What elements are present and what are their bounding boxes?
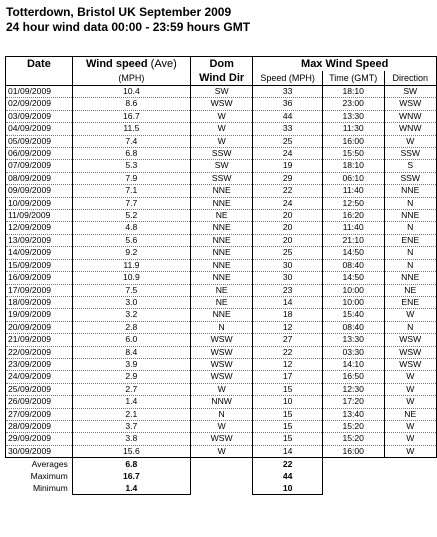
summary-max-value: 10 (253, 482, 323, 495)
report-subtitle: 24 hour wind data 00:00 - 23:59 hours GMT (6, 20, 251, 34)
table-row (6, 135, 437, 147)
summary-max-value: 44 (253, 470, 323, 482)
dom-wind-dir-cell: NNE (190, 197, 252, 209)
dom-wind-dir-cell: NNE (190, 259, 252, 271)
max-time-cell: 15:20 (322, 433, 384, 445)
dom-wind-dir-cell: NE (190, 210, 252, 222)
table-row (6, 346, 437, 358)
summary-spacer (384, 482, 437, 495)
date-cell: 08/09/2009 (6, 172, 73, 184)
dom-wind-dir-cell: WSW (190, 371, 252, 383)
date-cell: 13/09/2009 (6, 234, 73, 246)
dom-wind-dir-cell: SW (190, 86, 252, 98)
dom-wind-dir-cell: WSW (190, 334, 252, 346)
summary-ave-value: 1.4 (72, 482, 190, 495)
max-speed-cell: 33 (253, 123, 323, 135)
summary-spacer (384, 458, 437, 471)
date-cell: 23/09/2009 (6, 358, 73, 370)
max-time-cell: 18:10 (322, 160, 384, 172)
date-cell: 20/09/2009 (6, 321, 73, 333)
header-row-1 (6, 57, 437, 72)
date-cell: 30/09/2009 (6, 445, 73, 457)
date-cell: 27/09/2009 (6, 408, 73, 420)
wind-data-table (5, 56, 437, 495)
max-speed-cell: 24 (253, 197, 323, 209)
table-row (6, 420, 437, 432)
time-gmt-header: Time (GMT) (322, 71, 384, 86)
dom-wind-dir-cell: NNE (190, 309, 252, 321)
max-direction-cell: N (384, 247, 437, 259)
summary-row (6, 482, 437, 495)
max-time-cell: 17:20 (322, 396, 384, 408)
max-time-cell: 13:30 (322, 110, 384, 122)
table-row (6, 210, 437, 222)
max-direction-cell: W (384, 371, 437, 383)
max-direction-cell: WNW (384, 123, 437, 135)
table-row (6, 123, 437, 135)
max-speed-cell: 22 (253, 185, 323, 197)
max-time-cell: 15:40 (322, 309, 384, 321)
max-time-cell: 23:00 (322, 98, 384, 110)
table-row (6, 309, 437, 321)
table-row (6, 433, 437, 445)
dom-wind-dir-cell: NE (190, 296, 252, 308)
max-time-cell: 18:10 (322, 86, 384, 98)
max-direction-cell: WSW (384, 358, 437, 370)
max-direction-cell: ENE (384, 234, 437, 246)
date-cell: 26/09/2009 (6, 396, 73, 408)
wind-speed-cell: 5.6 (72, 234, 190, 246)
max-direction-cell: NNE (384, 272, 437, 284)
wind-speed-cell: 11.5 (72, 123, 190, 135)
max-time-cell: 11:30 (322, 123, 384, 135)
max-direction-cell: NNE (384, 185, 437, 197)
date-cell: 03/09/2009 (6, 110, 73, 122)
wind-speed-cell: 15.6 (72, 445, 190, 457)
summary-spacer (322, 482, 384, 495)
wind-speed-cell: 3.9 (72, 358, 190, 370)
date-cell: 19/09/2009 (6, 309, 73, 321)
table-row (6, 247, 437, 259)
max-speed-cell: 15 (253, 383, 323, 395)
max-speed-cell: 15 (253, 408, 323, 420)
table-row (6, 334, 437, 346)
max-speed-cell: 19 (253, 160, 323, 172)
max-speed-cell: 15 (253, 420, 323, 432)
wind-speed-cell: 5.3 (72, 160, 190, 172)
date-cell: 04/09/2009 (6, 123, 73, 135)
date-cell: 17/09/2009 (6, 284, 73, 296)
date-cell: 02/09/2009 (6, 98, 73, 110)
max-speed-cell: 27 (253, 334, 323, 346)
max-direction-cell: WSW (384, 98, 437, 110)
max-direction-cell: N (384, 222, 437, 234)
max-speed-cell: 25 (253, 247, 323, 259)
dom-wind-dir-cell: W (190, 123, 252, 135)
table-row (6, 148, 437, 160)
summary-spacer (190, 482, 252, 495)
wind-speed-cell: 11.9 (72, 259, 190, 271)
max-direction-cell: NNE (384, 210, 437, 222)
wind-speed-cell: 7.4 (72, 135, 190, 147)
summary-spacer (384, 470, 437, 482)
date-cell: 05/09/2009 (6, 135, 73, 147)
wind-speed-cell: 16.7 (72, 110, 190, 122)
date-cell: 01/09/2009 (6, 86, 73, 98)
wind-speed-cell: 9.2 (72, 247, 190, 259)
report-title: Totterdown, Bristol UK September 2009 (6, 5, 232, 19)
table-row (6, 234, 437, 246)
date-cell: 12/09/2009 (6, 222, 73, 234)
dom-wind-dir-cell: SSW (190, 172, 252, 184)
dom-wind-dir-cell: NNE (190, 234, 252, 246)
summary-ave-value: 6.8 (72, 458, 190, 471)
max-direction-cell: NE (384, 284, 437, 296)
max-wind-speed-header: Max Wind Speed (253, 57, 437, 72)
wind-speed-cell: 3.0 (72, 296, 190, 308)
dom-wind-dir-cell: NE (190, 284, 252, 296)
date-header: Date (6, 57, 73, 86)
speed-mph-header: Speed (MPH) (253, 71, 323, 86)
max-direction-cell: S (384, 160, 437, 172)
table-row (6, 172, 437, 184)
wind-speed-cell: 6.0 (72, 334, 190, 346)
max-speed-cell: 14 (253, 445, 323, 457)
dom-wind-dir-cell: SW (190, 160, 252, 172)
summary-label: Averages (31, 459, 68, 470)
wind-speed-cell: 10.4 (72, 86, 190, 98)
max-speed-cell: 17 (253, 371, 323, 383)
max-time-cell: 21:10 (322, 234, 384, 246)
max-speed-cell: 36 (253, 98, 323, 110)
max-time-cell: 13:30 (322, 334, 384, 346)
dom-wind-dir-cell: NNE (190, 272, 252, 284)
wind-speed-ave-suffix: (Ave) (147, 58, 177, 70)
max-speed-cell: 12 (253, 358, 323, 370)
max-time-cell: 03:30 (322, 346, 384, 358)
wind-speed-cell: 7.7 (72, 197, 190, 209)
max-direction-cell: N (384, 259, 437, 271)
date-cell: 22/09/2009 (6, 346, 73, 358)
summary-spacer (190, 470, 252, 482)
date-cell: 11/09/2009 (6, 210, 73, 222)
wind-speed-cell: 8.4 (72, 346, 190, 358)
dom-wind-dir-cell: W (190, 445, 252, 457)
dom-wind-dir-cell: WSW (190, 433, 252, 445)
table-row (6, 445, 437, 457)
max-direction-cell: SSW (384, 148, 437, 160)
max-direction-cell: ENE (384, 296, 437, 308)
table-row (6, 185, 437, 197)
max-direction-cell: W (384, 309, 437, 321)
max-speed-cell: 20 (253, 210, 323, 222)
max-direction-cell: N (384, 321, 437, 333)
table-row (6, 396, 437, 408)
wind-speed-cell: 6.8 (72, 148, 190, 160)
dom-wind-dir-cell: WSW (190, 98, 252, 110)
date-cell: 18/09/2009 (6, 296, 73, 308)
summary-row (6, 470, 437, 482)
table-row (6, 371, 437, 383)
dom-wind-dir-cell: W (190, 110, 252, 122)
table-row (6, 296, 437, 308)
table-row (6, 321, 437, 333)
dom-wind-dir-cell: NNE (190, 185, 252, 197)
dom-wind-dir-cell: WSW (190, 358, 252, 370)
summary-ave-value: 16.7 (72, 470, 190, 482)
max-time-cell: 10:00 (322, 296, 384, 308)
max-direction-cell: W (384, 135, 437, 147)
date-cell: 15/09/2009 (6, 259, 73, 271)
wind-speed-cell: 3.2 (72, 309, 190, 321)
wind-speed-cell: 1.4 (72, 396, 190, 408)
dom-wind-dir-cell: N (190, 408, 252, 420)
max-direction-cell: WSW (384, 334, 437, 346)
wind-speed-cell: 2.9 (72, 371, 190, 383)
max-time-cell: 16:20 (322, 210, 384, 222)
max-speed-cell: 33 (253, 86, 323, 98)
max-time-cell: 12:50 (322, 197, 384, 209)
max-time-cell: 13:40 (322, 408, 384, 420)
wind-speed-cell: 10.9 (72, 272, 190, 284)
max-speed-cell: 18 (253, 309, 323, 321)
table-row (6, 222, 437, 234)
wind-speed-unit: (MPH) (72, 71, 190, 86)
max-speed-cell: 29 (253, 172, 323, 184)
max-direction-cell: SSW (384, 172, 437, 184)
date-cell: 06/09/2009 (6, 148, 73, 160)
date-cell: 24/09/2009 (6, 371, 73, 383)
table-row (6, 383, 437, 395)
max-time-cell: 15:50 (322, 148, 384, 160)
wind-speed-cell: 7.5 (72, 284, 190, 296)
wind-speed-cell: 2.8 (72, 321, 190, 333)
dom-wind-dir-cell: NNE (190, 222, 252, 234)
wind-speed-cell: 7.9 (72, 172, 190, 184)
max-time-cell: 11:40 (322, 222, 384, 234)
dom-wind-dir-cell: W (190, 383, 252, 395)
max-speed-cell: 22 (253, 346, 323, 358)
dom-wind-dir-cell: W (190, 420, 252, 432)
table-row (6, 408, 437, 420)
wind-speed-cell: 4.8 (72, 222, 190, 234)
max-time-cell: 16:50 (322, 371, 384, 383)
dom-header-line2: Wind Dir (190, 71, 252, 86)
max-speed-cell: 44 (253, 110, 323, 122)
wind-speed-header (72, 57, 190, 72)
dom-wind-dir-cell: W (190, 135, 252, 147)
max-speed-cell: 20 (253, 222, 323, 234)
table-row (6, 272, 437, 284)
max-speed-cell: 23 (253, 284, 323, 296)
max-direction-cell: NE (384, 408, 437, 420)
dom-header-line1: Dom (190, 57, 252, 72)
table-row (6, 160, 437, 172)
max-direction-cell: SW (384, 86, 437, 98)
max-time-cell: 14:50 (322, 247, 384, 259)
dom-wind-dir-cell: SSW (190, 148, 252, 160)
date-cell: 16/09/2009 (6, 272, 73, 284)
max-speed-cell: 15 (253, 433, 323, 445)
direction-header: Direction (384, 71, 437, 86)
max-direction-cell: WNW (384, 110, 437, 122)
dom-wind-dir-cell: NNW (190, 396, 252, 408)
max-time-cell: 14:50 (322, 272, 384, 284)
table-row (6, 197, 437, 209)
max-speed-cell: 30 (253, 259, 323, 271)
max-direction-cell: W (384, 396, 437, 408)
max-direction-cell: W (384, 383, 437, 395)
wind-speed-header-label: Wind speed (85, 58, 148, 70)
max-speed-cell: 14 (253, 296, 323, 308)
max-time-cell: 16:00 (322, 445, 384, 457)
max-speed-cell: 20 (253, 234, 323, 246)
dom-wind-dir-cell: WSW (190, 346, 252, 358)
wind-speed-cell: 2.1 (72, 408, 190, 420)
date-cell: 07/09/2009 (6, 160, 73, 172)
max-time-cell: 08:40 (322, 259, 384, 271)
max-speed-cell: 25 (253, 135, 323, 147)
table-row (6, 98, 437, 110)
date-cell: 25/09/2009 (6, 383, 73, 395)
table-row (6, 86, 437, 98)
max-direction-cell: WSW (384, 346, 437, 358)
summary-max-value: 22 (253, 458, 323, 471)
wind-speed-cell: 2.7 (72, 383, 190, 395)
max-direction-cell: N (384, 197, 437, 209)
date-cell: 28/09/2009 (6, 420, 73, 432)
table-row (6, 358, 437, 370)
summary-spacer (322, 470, 384, 482)
max-time-cell: 08:40 (322, 321, 384, 333)
max-time-cell: 12:30 (322, 383, 384, 395)
summary-label: Minimum (32, 483, 68, 494)
table-row (6, 284, 437, 296)
date-cell: 21/09/2009 (6, 334, 73, 346)
max-time-cell: 15:20 (322, 420, 384, 432)
date-cell: 29/09/2009 (6, 433, 73, 445)
date-cell: 14/09/2009 (6, 247, 73, 259)
dom-wind-dir-cell: N (190, 321, 252, 333)
max-speed-cell: 10 (253, 396, 323, 408)
summary-label: Maximum (30, 471, 68, 482)
wind-speed-cell: 8.6 (72, 98, 190, 110)
max-time-cell: 10:00 (322, 284, 384, 296)
wind-speed-cell: 3.7 (72, 420, 190, 432)
max-speed-cell: 24 (253, 148, 323, 160)
max-direction-cell: W (384, 420, 437, 432)
max-time-cell: 16:00 (322, 135, 384, 147)
wind-speed-cell: 3.8 (72, 433, 190, 445)
date-cell: 10/09/2009 (6, 197, 73, 209)
max-direction-cell: W (384, 445, 437, 457)
date-cell: 09/09/2009 (6, 185, 73, 197)
max-speed-cell: 30 (253, 272, 323, 284)
max-time-cell: 14:10 (322, 358, 384, 370)
dom-wind-dir-cell: NNE (190, 247, 252, 259)
table-row (6, 110, 437, 122)
max-time-cell: 11:40 (322, 185, 384, 197)
max-direction-cell: W (384, 433, 437, 445)
max-time-cell: 06:10 (322, 172, 384, 184)
wind-speed-cell: 5.2 (72, 210, 190, 222)
wind-speed-cell: 7.1 (72, 185, 190, 197)
summary-spacer (190, 458, 252, 471)
table-row (6, 259, 437, 271)
max-speed-cell: 12 (253, 321, 323, 333)
summary-spacer (322, 458, 384, 471)
summary-row (6, 458, 437, 471)
